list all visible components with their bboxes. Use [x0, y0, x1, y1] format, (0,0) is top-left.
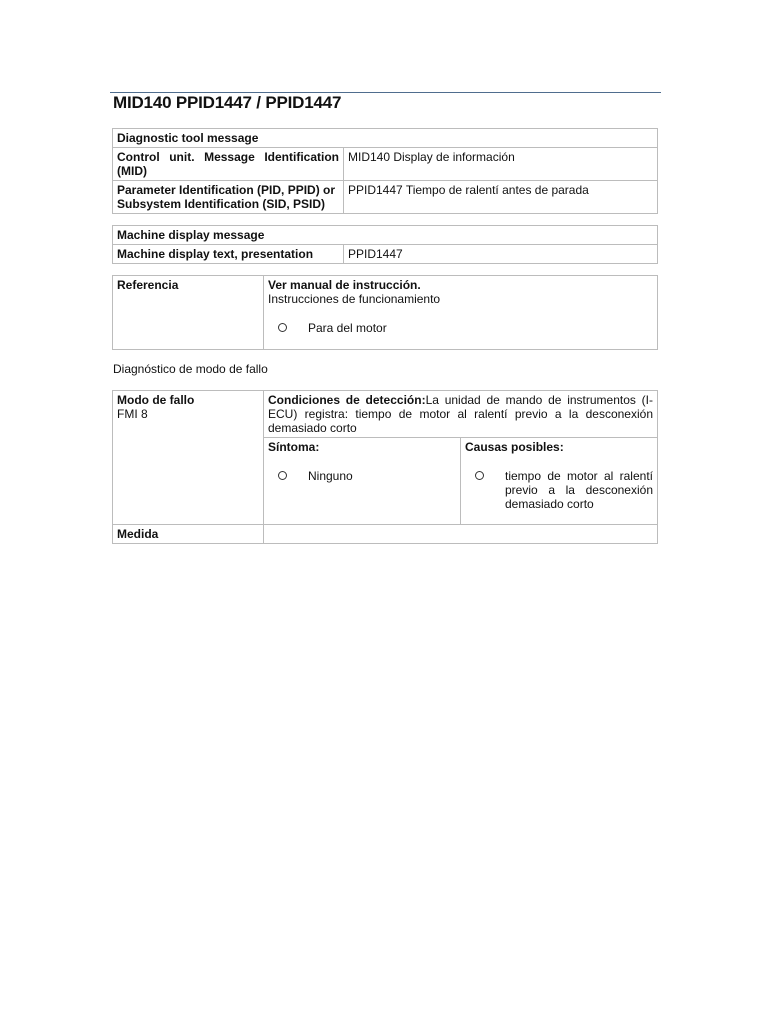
detection-text: La unidad de mando de instrumentos (I-ECU) registra: tiempo de motor al ralentí previo a la desconexión demasiado corto — [268, 393, 653, 435]
causes-bullet-item — [465, 469, 653, 511]
symptom-label: Síntoma: — [268, 440, 320, 454]
reference-bullet-item — [268, 321, 653, 335]
circle-bullet-icon — [278, 323, 287, 332]
measure-value — [264, 525, 658, 544]
reference-content — [264, 276, 658, 350]
measure-label: Medida — [113, 525, 264, 544]
reference-heading: Ver manual de instrucción. — [268, 278, 421, 292]
reference-label: Referencia — [113, 276, 264, 350]
fault-section-title: Diagnóstico de modo de fallo — [113, 362, 268, 376]
mid-value: MID140 Display de información — [344, 148, 658, 181]
circle-bullet-icon — [475, 471, 484, 480]
causes-label: Causas posibles: — [465, 440, 564, 454]
circle-bullet-icon — [278, 471, 287, 480]
causes-cell — [461, 438, 658, 525]
symptom-bullet-item — [268, 469, 456, 483]
pid-value: PPID1447 Tiempo de ralentí antes de parada — [344, 181, 658, 214]
pid-label: Parameter Identification (PID, PPID) or Subsystem Identification (SID, PSID) — [113, 181, 344, 214]
fault-table — [112, 390, 658, 544]
symptom-bullet-text: Ninguno — [308, 469, 353, 483]
fault-mode-value: FMI 8 — [117, 407, 148, 421]
detection-label: Condiciones de detección: — [268, 393, 426, 407]
detection-conditions — [264, 391, 658, 438]
mid-label: Control unit. Message Identification (MID) — [113, 148, 344, 181]
causes-bullet-text: tiempo de motor al ralentí previo a la desconexión demasiado corto — [505, 469, 653, 511]
machine-display-table — [112, 225, 658, 264]
symptom-cell — [264, 438, 461, 525]
diagnostic-tool-table — [112, 128, 658, 214]
machine-display-value: PPID1447 — [344, 245, 658, 264]
fault-mode-label: Modo de fallo — [117, 393, 195, 407]
page-title: MID140 PPID1447 / PPID1447 — [113, 93, 342, 112]
reference-sub: Instrucciones de funcionamiento — [268, 292, 441, 306]
reference-bullet-text: Para del motor — [308, 321, 387, 335]
reference-table — [112, 275, 658, 350]
machine-display-label: Machine display text, presentation — [113, 245, 344, 264]
fault-mode-cell — [113, 391, 264, 525]
diagnostic-tool-header: Diagnostic tool message — [113, 129, 658, 148]
machine-display-header: Machine display message — [113, 226, 658, 245]
